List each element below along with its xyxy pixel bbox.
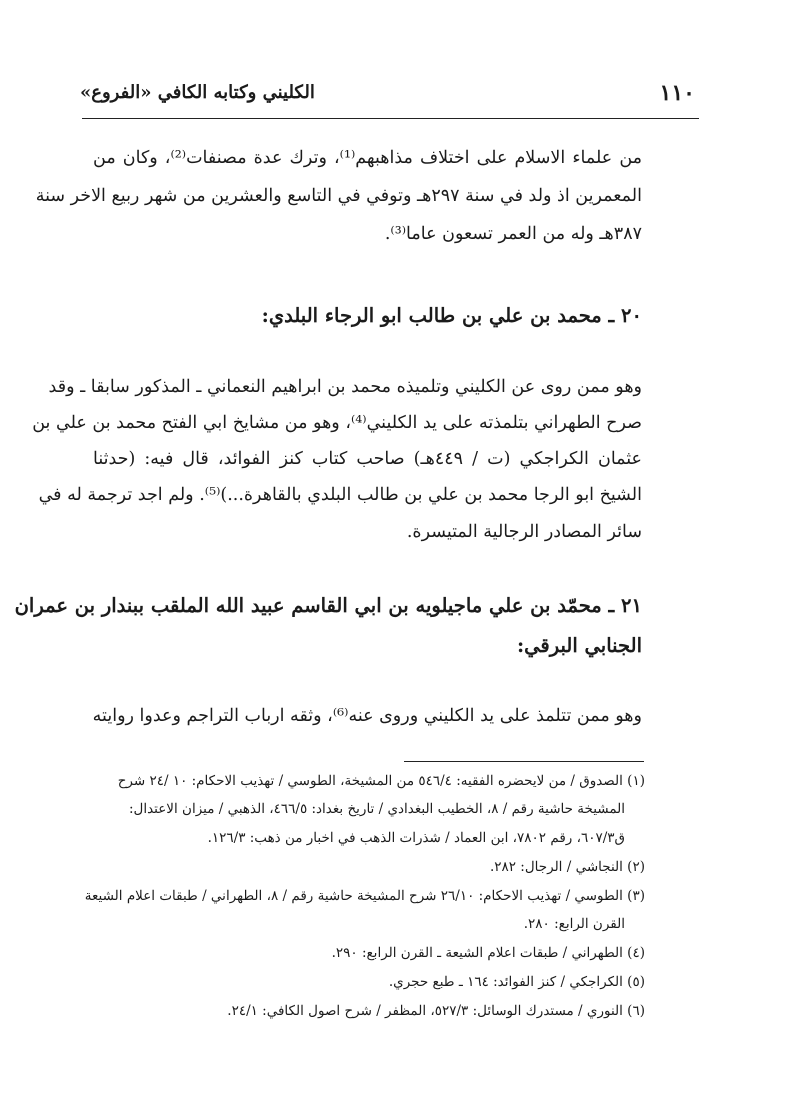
section-21-line-1: وهو ممن تتلمذ على يد الكليني وروى عنه⁽⁶⁾، وثقه ارباب التراجم وعدوا روايته: [92, 706, 642, 726]
running-title: الكليني وكتابه الكافي «الفروع»: [80, 82, 315, 103]
page-number: ١١٠: [659, 80, 695, 106]
footnote-2: (٢) النجاشي / الرجال: ٢٨٢.: [489, 859, 645, 875]
section-20-line-5: سائر المصادر الرجالية المتيسرة.: [406, 522, 642, 542]
section-20-line-1: وهو ممن روى عن الكليني وتلميذه محمد بن ابراهيم النعماني ـ المذكور سابقا ـ وقد: [48, 377, 642, 397]
footnote-1-line-3: ق٦٠٧/٣، رقم ٧٨٠٢، ابن العماد / شذرات الذهب في اخبار من ذهب: ١٢٦/٣.: [207, 830, 625, 846]
section-20-line-4: الشيخ ابو الرجا محمد بن علي بن طالب البلدي بالقاهرة...)⁽⁵⁾. ولم اجد ترجمة له في: [38, 485, 642, 505]
section-20-line-3: عثمان الكراجكي (ت / ٤٤٩هـ) صاحب كتاب كنز الفوائد، قال فيه: (حدثنا: [93, 449, 643, 469]
intro-line-3: ٣٨٧هـ وله من العمر تسعون عاما⁽³⁾.: [384, 224, 642, 244]
footnote-5: (٥) الكراجكي / كنز الفوائد: ١٦٤ ـ طبع حجري.: [388, 974, 645, 990]
section-20-line-2: صرح الطهراني بتلمذته على يد الكليني⁽⁴⁾، وهو من مشايخ ابي الفتح محمد بن علي بن: [32, 413, 642, 433]
footnote-3-line-1: (٣) الطوسي / تهذيب الاحكام: ٢٦/١٠ شرح المشيخة حاشية رقم / ٨، الطهراني / طبقات اعلام الشيعة: [84, 888, 645, 904]
footnote-1-line-2: المشيخة حاشية رقم / ٨، الخطيب البغدادي / تاريخ بغداد: ٤٦٦/٥، الذهبي / ميزان الاعتدال:: [128, 801, 625, 817]
intro-line-2: المعمرين اذ ولد في سنة ٢٩٧هـ وتوفي في التاسع والعشرين من شهر ربيع الاخر سنة: [35, 186, 642, 206]
section-21-heading-line-1: ٢١ ـ محمّد بن علي ماجيلويه بن ابي القاسم عبيد الله الملقب ببندار بن عمران: [14, 594, 642, 617]
page-header: [80, 80, 695, 112]
footnote-4: (٤) الطهراني / طبقات اعلام الشيعة ـ القرن الرابع: ٢٩٠.: [331, 945, 645, 961]
intro-line-1: من علماء الاسلام على اختلاف مذاهبهم⁽¹⁾، وترك عدة مصنفات⁽²⁾، وكان من: [93, 148, 643, 168]
section-20-heading: ٢٠ ـ محمد بن علي بن طالب ابو الرجاء البلدي:: [261, 304, 642, 327]
section-21-heading-line-2: الجنابي البرقي:: [516, 634, 642, 657]
header-divider: [82, 118, 699, 119]
footnote-6: (٦) النوري / مستدرك الوسائل: ٥٢٧/٣، المظفر / شرح اصول الكافي: ٢٤/١.: [227, 1003, 645, 1019]
footnote-divider: [404, 761, 644, 762]
footnote-3-line-2: القرن الرابع: ٢٨٠.: [523, 916, 625, 932]
footnote-1-line-1: (١) الصدوق / من لايحضره الفقيه: ٥٤٦/٤ من المشيخة، الطوسي / تهذيب الاحكام: ١٠ /٢٤ شرح: [117, 773, 645, 789]
